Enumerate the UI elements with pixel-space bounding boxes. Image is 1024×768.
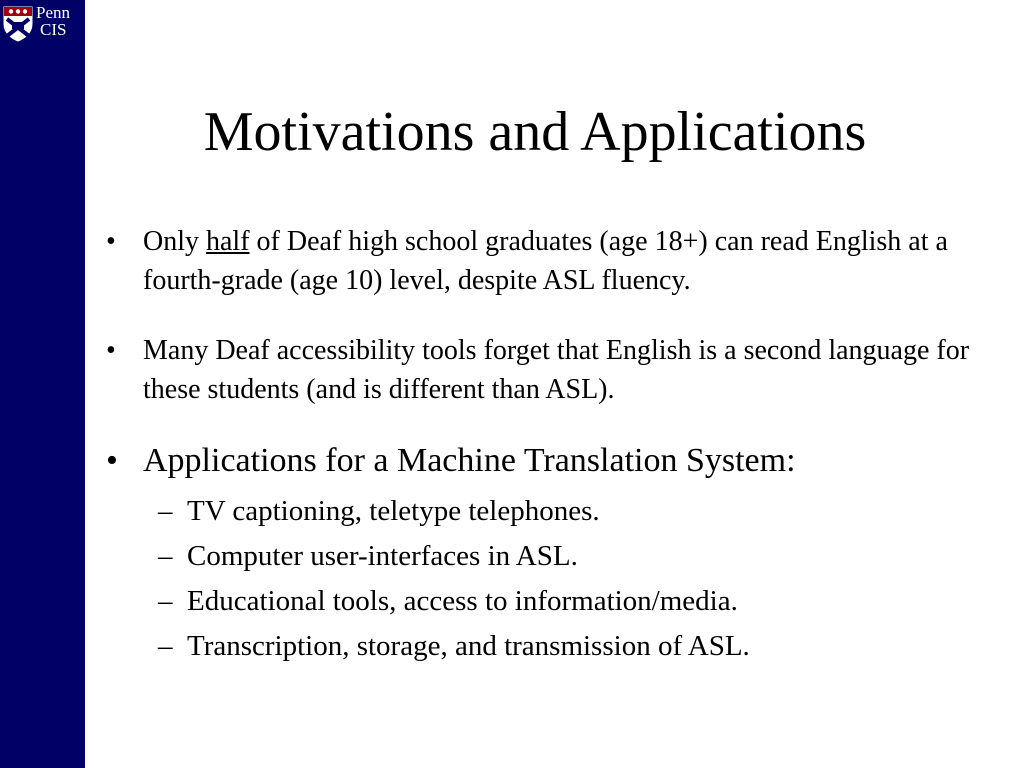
- bullet-text: Applications for a Machine Translation System:: [143, 442, 796, 479]
- slide-title: Motivations and Applications: [203, 101, 867, 163]
- dash-marker: –: [158, 495, 173, 527]
- sub-bullet-item: [158, 624, 1006, 669]
- bullet-list: [106, 222, 1006, 669]
- dash-marker: –: [158, 630, 173, 662]
- logo-line-1: Penn: [36, 3, 70, 22]
- bullet-text: Many Deaf accessibility tools forget that English is a second language for these students (and is different than ASL).: [143, 335, 970, 405]
- penn-shield-icon: [3, 6, 33, 42]
- sub-bullet-item: [158, 579, 1006, 624]
- sub-bullet-text: TV captioning, teletype telephones.: [187, 495, 600, 527]
- dash-marker: –: [158, 585, 173, 617]
- bullet-marker: •: [106, 226, 116, 257]
- bullet-item-1: [106, 222, 1006, 300]
- sub-bullet-text: Educational tools, access to information/media.: [187, 585, 738, 617]
- bullet-marker: •: [106, 442, 118, 479]
- logo-line-2: CIS: [40, 20, 67, 39]
- bullet-marker: •: [106, 335, 116, 366]
- sidebar: [0, 0, 85, 768]
- bullet-item-2: [106, 331, 1006, 409]
- sub-bullet-text: Transcription, storage, and transmission of ASL.: [187, 630, 750, 662]
- penn-cis-logo: [0, 0, 85, 48]
- sub-bullet-item: [158, 534, 1006, 579]
- bullet-item-3: [106, 439, 1006, 483]
- sub-bullet-item: [158, 489, 1006, 534]
- sub-bullet-text: Computer user-interfaces in ASL.: [187, 540, 578, 572]
- dash-marker: –: [158, 540, 173, 572]
- bullet-text-before: Only: [143, 226, 206, 257]
- sub-bullet-list: [106, 489, 1006, 669]
- bullet-text-after: of Deaf high school graduates (age 18+) can read English at a fourth-grade (age 10) level, despite ASL fluency.: [143, 226, 948, 296]
- logo-text: [36, 4, 70, 38]
- bullet-text-underlined: half: [206, 226, 250, 257]
